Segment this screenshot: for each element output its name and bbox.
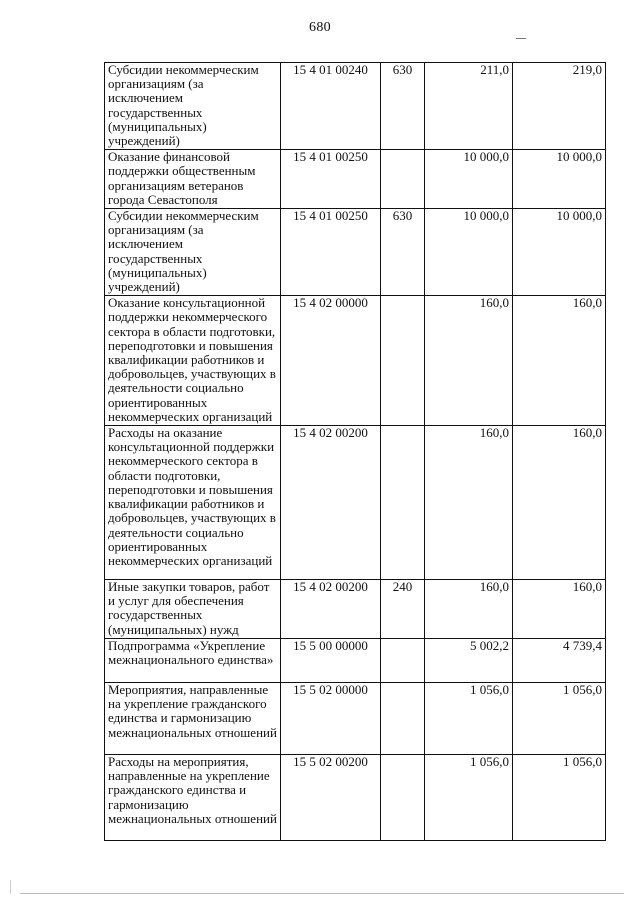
table-row xyxy=(105,209,606,296)
table-row xyxy=(105,638,606,682)
row-sum-year2: 160,0 xyxy=(513,580,606,639)
row-sum-year2: 160,0 xyxy=(513,296,606,426)
row-name: Подпрограмма «Укрепление межнационального единства» xyxy=(105,638,281,682)
row-expense-type xyxy=(381,296,425,426)
row-code: 15 4 01 00250 xyxy=(281,209,381,296)
row-sum-year1: 160,0 xyxy=(425,296,513,426)
row-code: 15 4 01 00240 xyxy=(281,63,381,150)
row-expense-type xyxy=(381,682,425,754)
table-row xyxy=(105,682,606,754)
row-sum-year2: 10 000,0 xyxy=(513,150,606,209)
row-code: 15 4 02 00200 xyxy=(281,580,381,639)
row-expense-type: 630 xyxy=(381,209,425,296)
row-name: Расходы на оказание консультационной поддержки некоммерческого сектора в области подготовки, переподготовки и повышения квалификации работников и добровольцев, участвующих в деятельности социально ориентированных некоммерческих организаций xyxy=(105,426,281,580)
table-row xyxy=(105,63,606,150)
table-row xyxy=(105,150,606,209)
row-expense-type xyxy=(381,638,425,682)
row-sum-year1: 1 056,0 xyxy=(425,754,513,840)
table-row xyxy=(105,296,606,426)
row-sum-year1: 1 056,0 xyxy=(425,682,513,754)
row-code: 15 4 02 00000 xyxy=(281,296,381,426)
row-name: Расходы на мероприятия, направленные на укрепление гражданского единства и гармонизацию межнациональных отношений xyxy=(105,754,281,840)
row-sum-year2: 10 000,0 xyxy=(513,209,606,296)
row-name: Иные закупки товаров, работ и услуг для обеспечения государственных (муниципальных) нужд xyxy=(105,580,281,639)
row-expense-type xyxy=(381,754,425,840)
scan-bottom-edge xyxy=(20,893,624,894)
row-sum-year1: 211,0 xyxy=(425,63,513,150)
row-name: Оказание консультационной поддержки некоммерческого сектора в области подготовки, переподготовки и повышения квалификации работников и добровольцев, участвующих в деятельности социально ориентированных некоммерческих организаций xyxy=(105,296,281,426)
table-row xyxy=(105,754,606,840)
row-name: Субсидии некоммерческим организациям (за исключением государственных (муниципальных) учреждений) xyxy=(105,209,281,296)
row-expense-type: 240 xyxy=(381,580,425,639)
row-sum-year1: 160,0 xyxy=(425,426,513,580)
row-expense-type: 630 xyxy=(381,63,425,150)
row-code: 15 4 02 00200 xyxy=(281,426,381,580)
table-row xyxy=(105,426,606,580)
row-code: 15 4 01 00250 xyxy=(281,150,381,209)
row-name: Мероприятия, направленные на укрепление гражданского единства и гармонизацию межнациональных отношений xyxy=(105,682,281,754)
row-sum-year1: 5 002,2 xyxy=(425,638,513,682)
row-sum-year1: 10 000,0 xyxy=(425,150,513,209)
row-code: 15 5 02 00000 xyxy=(281,682,381,754)
row-name: Оказание финансовой поддержки общественным организациям ветеранов города Севастополя xyxy=(105,150,281,209)
row-sum-year1: 10 000,0 xyxy=(425,209,513,296)
row-sum-year2: 219,0 xyxy=(513,63,606,150)
budget-table xyxy=(104,62,606,841)
page-number: 680 xyxy=(309,20,331,35)
row-expense-type xyxy=(381,150,425,209)
row-sum-year2: 1 056,0 xyxy=(513,754,606,840)
row-name: Субсидии некоммерческим организациям (за исключением государственных (муниципальных) учреждений) xyxy=(105,63,281,150)
row-expense-type xyxy=(381,426,425,580)
scan-edge-mark xyxy=(10,880,11,894)
row-code: 15 5 02 00200 xyxy=(281,754,381,840)
row-code: 15 5 00 00000 xyxy=(281,638,381,682)
row-sum-year2: 160,0 xyxy=(513,426,606,580)
row-sum-year2: 4 739,4 xyxy=(513,638,606,682)
row-sum-year2: 1 056,0 xyxy=(513,682,606,754)
scan-mark xyxy=(516,38,526,39)
row-sum-year1: 160,0 xyxy=(425,580,513,639)
table-row xyxy=(105,580,606,639)
